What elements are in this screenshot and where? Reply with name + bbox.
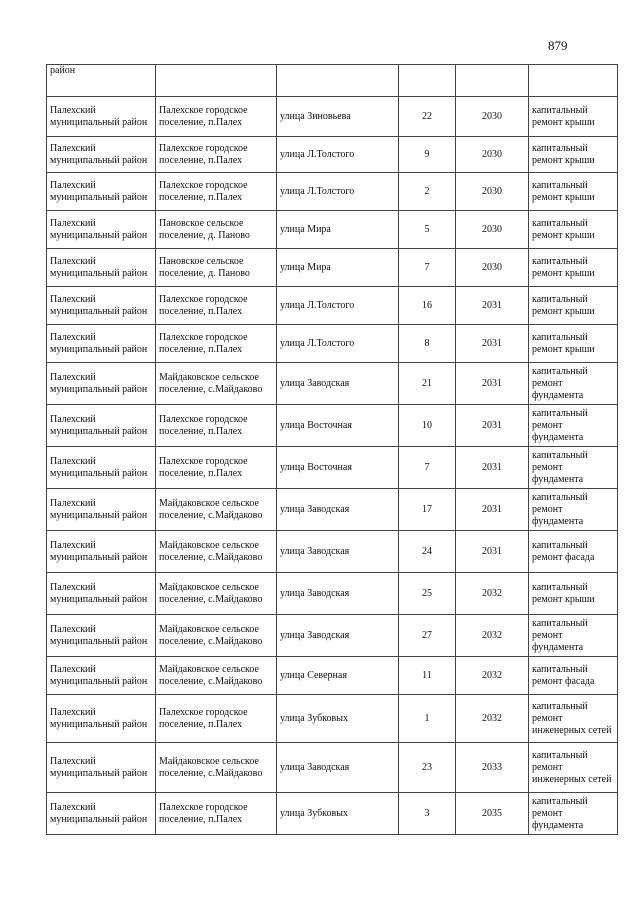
year-cell: 2032 <box>456 615 529 657</box>
settlement-cell: Палехское городское поселение, п.Палех <box>156 287 277 325</box>
house-cell: 8 <box>399 325 456 363</box>
work-cell: капитальный ремонт крыши <box>529 325 618 363</box>
settlement-cell: Майдаковское сельское поселение, с.Майдаково <box>156 573 277 615</box>
work-cell: капитальный ремонт крыши <box>529 137 618 173</box>
district-cell: Палехский муниципальный район <box>47 657 156 695</box>
settlement-cell: Пановское сельское поселение, д. Паново <box>156 249 277 287</box>
street-cell: улица Заводская <box>277 489 399 531</box>
street-cell: улица Заводская <box>277 363 399 405</box>
work-cell: капитальный ремонт фасада <box>529 531 618 573</box>
street-cell: улица Зубковых <box>277 793 399 835</box>
street-cell: улица Северная <box>277 657 399 695</box>
district-cell: Палехский муниципальный район <box>47 325 156 363</box>
work-cell: капитальный ремонт фундамента <box>529 447 618 489</box>
work-cell: капитальный ремонт фундамента <box>529 489 618 531</box>
district-cell: Палехский муниципальный район <box>47 615 156 657</box>
work-cell: капитальный ремонт фундамента <box>529 363 618 405</box>
table-row <box>47 211 618 249</box>
work-cell: капитальный ремонт крыши <box>529 287 618 325</box>
street-cell: улица Заводская <box>277 743 399 793</box>
settlement-cell: Палехское городское поселение, п.Палех <box>156 173 277 211</box>
house-cell: 2 <box>399 173 456 211</box>
house-cell: 1 <box>399 695 456 743</box>
year-cell: 2031 <box>456 325 529 363</box>
street-cell: улица Мира <box>277 211 399 249</box>
district-cell: Палехский муниципальный район <box>47 447 156 489</box>
work-cell: капитальный ремонт инженерных сетей <box>529 743 618 793</box>
work-cell: капитальный ремонт крыши <box>529 573 618 615</box>
settlement-cell: Майдаковское сельское поселение, с.Майдаково <box>156 489 277 531</box>
table-row <box>47 447 618 489</box>
house-cell: 9 <box>399 137 456 173</box>
year-cell: 2031 <box>456 447 529 489</box>
table-row <box>47 97 618 137</box>
housing-repair-table <box>46 64 618 835</box>
year-cell: 2031 <box>456 405 529 447</box>
street-cell: улица Л.Толстого <box>277 325 399 363</box>
table-row <box>47 657 618 695</box>
settlement-cell: Палехское городское поселение, п.Палех <box>156 97 277 137</box>
table-row <box>47 615 618 657</box>
year-cell: 2035 <box>456 793 529 835</box>
district-cell: Палехский муниципальный район <box>47 287 156 325</box>
district-cell: район <box>47 65 156 97</box>
year-cell: 2030 <box>456 211 529 249</box>
year-cell: 2032 <box>456 657 529 695</box>
street-cell: улица Л.Толстого <box>277 137 399 173</box>
table-row <box>47 743 618 793</box>
year-cell: 2030 <box>456 173 529 211</box>
work-cell: капитальный ремонт крыши <box>529 173 618 211</box>
district-cell: Палехский муниципальный район <box>47 573 156 615</box>
year-cell: 2031 <box>456 489 529 531</box>
settlement-cell: Майдаковское сельское поселение, с.Майдаково <box>156 743 277 793</box>
settlement-cell: Майдаковское сельское поселение, с.Майдаково <box>156 363 277 405</box>
table-row <box>47 325 618 363</box>
work-cell: капитальный ремонт крыши <box>529 211 618 249</box>
settlement-cell: Майдаковское сельское поселение, с.Майдаково <box>156 657 277 695</box>
table-row <box>47 489 618 531</box>
house-cell: 24 <box>399 531 456 573</box>
table-row-continued <box>47 65 618 97</box>
district-cell: Палехский муниципальный район <box>47 695 156 743</box>
table-row <box>47 405 618 447</box>
district-cell: Палехский муниципальный район <box>47 137 156 173</box>
work-cell: капитальный ремонт фундамента <box>529 615 618 657</box>
year-cell: 2032 <box>456 573 529 615</box>
settlement-cell: Пановское сельское поселение, д. Паново <box>156 211 277 249</box>
house-cell: 22 <box>399 97 456 137</box>
house-cell: 5 <box>399 211 456 249</box>
settlement-cell: Палехское городское поселение, п.Палех <box>156 793 277 835</box>
street-cell: улица Мира <box>277 249 399 287</box>
house-cell: 23 <box>399 743 456 793</box>
work-cell: капитальный ремонт фундамента <box>529 405 618 447</box>
settlement-cell: Палехское городское поселение, п.Палех <box>156 695 277 743</box>
district-cell: Палехский муниципальный район <box>47 743 156 793</box>
table-row <box>47 249 618 287</box>
district-cell: Палехский муниципальный район <box>47 363 156 405</box>
house-cell: 10 <box>399 405 456 447</box>
page-number: 879 <box>548 38 568 53</box>
work-cell: капитальный ремонт инженерных сетей <box>529 695 618 743</box>
table-row <box>47 531 618 573</box>
table-row <box>47 173 618 211</box>
settlement-cell: Майдаковское сельское поселение, с.Майдаково <box>156 531 277 573</box>
street-cell: улица Заводская <box>277 573 399 615</box>
house-cell: 3 <box>399 793 456 835</box>
settlement-cell: Майдаковское сельское поселение, с.Майдаково <box>156 615 277 657</box>
house-cell: 7 <box>399 447 456 489</box>
district-cell: Палехский муниципальный район <box>47 793 156 835</box>
district-cell: Палехский муниципальный район <box>47 249 156 287</box>
table-row <box>47 287 618 325</box>
table-row <box>47 363 618 405</box>
house-cell: 17 <box>399 489 456 531</box>
street-cell: улица Л.Толстого <box>277 173 399 211</box>
table-row <box>47 793 618 835</box>
year-cell: 2030 <box>456 249 529 287</box>
year-cell: 2031 <box>456 531 529 573</box>
work-cell: капитальный ремонт фасада <box>529 657 618 695</box>
street-cell: улица Заводская <box>277 531 399 573</box>
year-cell: 2031 <box>456 287 529 325</box>
work-cell: капитальный ремонт крыши <box>529 97 618 137</box>
table-row <box>47 137 618 173</box>
house-cell: 16 <box>399 287 456 325</box>
house-cell: 21 <box>399 363 456 405</box>
street-cell: улица Восточная <box>277 405 399 447</box>
district-cell: Палехский муниципальный район <box>47 97 156 137</box>
street-cell: улица Зиновьева <box>277 97 399 137</box>
settlement-cell: Палехское городское поселение, п.Палех <box>156 447 277 489</box>
district-cell: Палехский муниципальный район <box>47 211 156 249</box>
street-cell: улица Л.Толстого <box>277 287 399 325</box>
house-cell: 11 <box>399 657 456 695</box>
settlement-cell: Палехское городское поселение, п.Палех <box>156 137 277 173</box>
work-cell: капитальный ремонт крыши <box>529 249 618 287</box>
table-row <box>47 573 618 615</box>
year-cell: 2032 <box>456 695 529 743</box>
work-cell: капитальный ремонт фундамента <box>529 793 618 835</box>
house-cell: 7 <box>399 249 456 287</box>
settlement-cell: Палехское городское поселение, п.Палех <box>156 405 277 447</box>
district-cell: Палехский муниципальный район <box>47 173 156 211</box>
house-cell: 27 <box>399 615 456 657</box>
table-row <box>47 695 618 743</box>
house-cell: 25 <box>399 573 456 615</box>
year-cell: 2030 <box>456 137 529 173</box>
street-cell: улица Заводская <box>277 615 399 657</box>
district-cell: Палехский муниципальный район <box>47 405 156 447</box>
street-cell: улица Восточная <box>277 447 399 489</box>
district-cell: Палехский муниципальный район <box>47 489 156 531</box>
district-cell: Палехский муниципальный район <box>47 531 156 573</box>
settlement-cell: Палехское городское поселение, п.Палех <box>156 325 277 363</box>
year-cell: 2033 <box>456 743 529 793</box>
street-cell: улица Зубковых <box>277 695 399 743</box>
year-cell: 2031 <box>456 363 529 405</box>
year-cell: 2030 <box>456 97 529 137</box>
